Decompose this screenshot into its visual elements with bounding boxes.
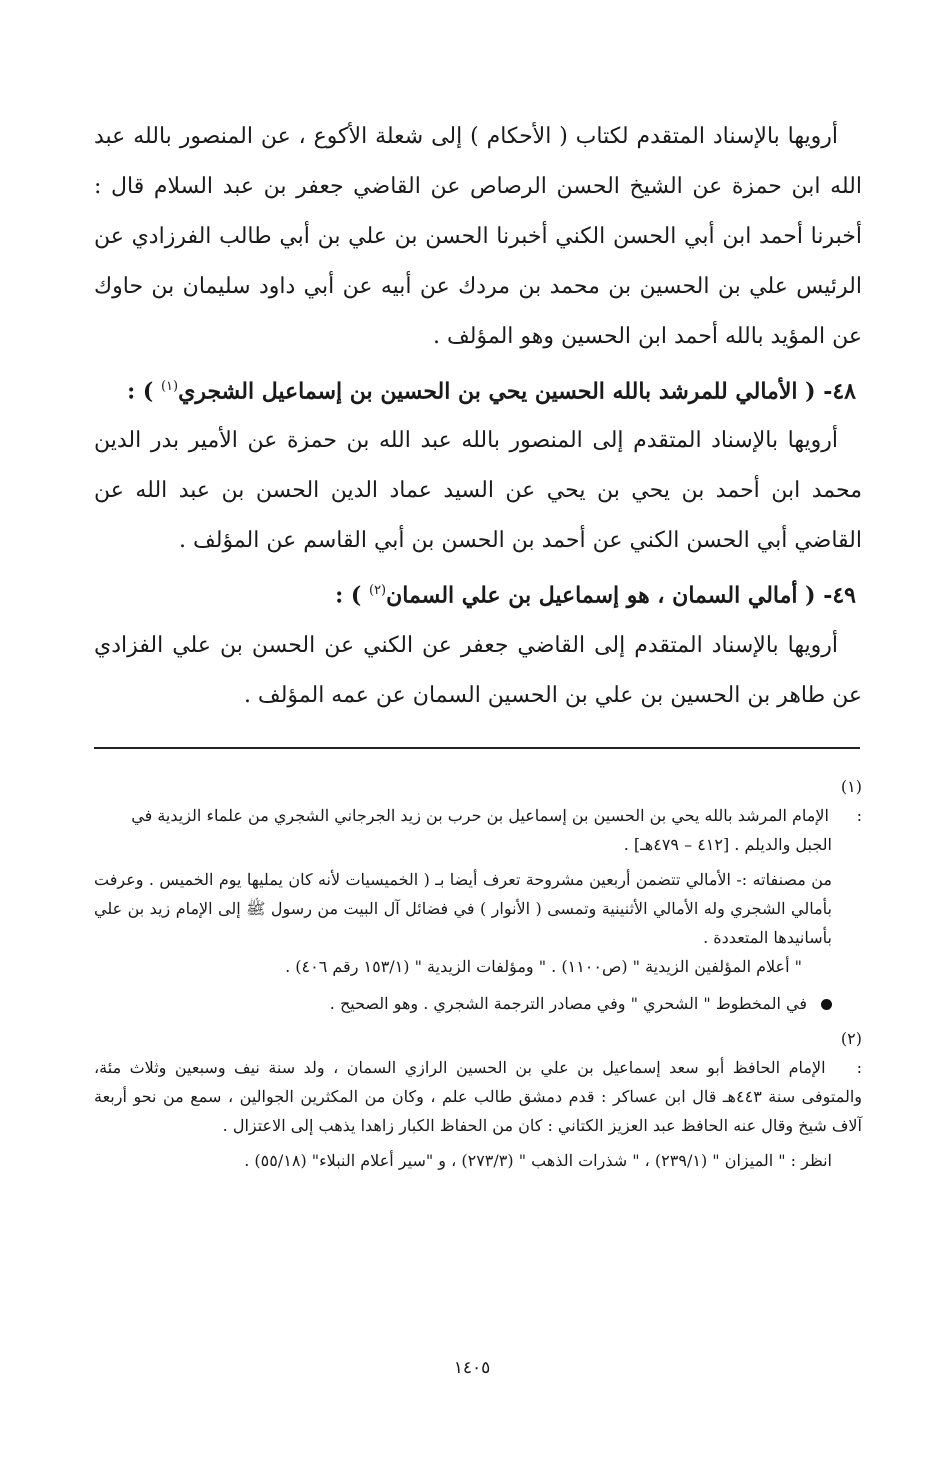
footnote-1-references: " أعلام المؤلفين الزيدية " (ص١١٠٠) . " ومؤلفات الزيدية " (١٥٣/١ رقم ٤٠٦) . (285, 957, 802, 976)
heading-entry-48 (94, 362, 862, 416)
footnote-1 (94, 772, 862, 830)
page-number: ١٤٠٥ (453, 1358, 491, 1378)
footnote-divider (94, 747, 860, 749)
footnotes-section (94, 772, 862, 1175)
footnote-1-text: الإمام المرشد بالله يحي بن الحسين بن إسماعيل بن حرب بن زيد الجرجاني الشجري من علماء الزيدية في (131, 806, 829, 825)
footnote-ref-1[interactable]: (١) (160, 379, 179, 394)
manuscript-note-text: في المخطوط " الشحري " وفي مصادر الترجمة الشجري . وهو الصحيح . (329, 994, 807, 1013)
heading-48-title: الأمالي للمرشد بالله الحسين يحي بن الحسين بن إسماعيل الشجري (178, 378, 798, 405)
heading-48-prefix: ٤٨- ( (797, 378, 856, 405)
footnote-2-references: انظر : " الميزان " (٢٣٩/١) ، " شذرات الذهب " (٢٧٣/٣) ، و "سير أعلام النبلاء" (٥٥/١٨) . (244, 1151, 832, 1170)
footnote-1-dates: الجبل والديلم . [٤١٢ – ٤٧٩هـ] . (623, 835, 832, 854)
main-text (94, 112, 862, 721)
heading-48-suffix: ) : (127, 378, 161, 405)
footnote-1-manuscript-note (94, 989, 862, 1018)
footnote-ref-2[interactable]: (٢) (368, 583, 387, 599)
paragraph-chain-48: أرويها بالإسناد المتقدم إلى المنصور بالله عبد الله بن حمزة عن الأمير بدر الدين محمد ابن أحمد بن يحي بن يحي عن السيد عماد الدين الحسن بن عبد الله عن القاضي أبي الحسن الكني عن أحمد بن الحسن بن أبي القاسم عن المؤلف . (94, 428, 862, 554)
bullet-icon (821, 999, 832, 1010)
footnote-1-number: (١) : (840, 777, 862, 825)
heading-49-suffix: ) : (335, 582, 369, 609)
paragraph-chain-47: أرويها بالإسناد المتقدم لكتاب ( الأحكام ) إلى شعلة الأكوع ، عن المنصور بالله عبد الله ابن حمزة عن الشيخ الحسن الرصاص عن القاضي جعفر بن عبد السلام قال : أخبرنا أحمد ابن أبي الحسن الكني أخبرنا الحسن بن علي بن أبي طالب الفرزادي عن الرئيس علي بن الحسين بن محمد بن مردك عن أبيه عن أبي داود سليمان بن حاوك عن المؤيد بالله أحمد ابن الحسين وهو المؤلف . (94, 124, 862, 349)
footnote-2-text: الإمام الحافظ أبو سعد إسماعيل بن علي بن الحسين الرازي السمان ، ولد سنة نيف وسبعين وثلاث مئة، والمتوفى سنة ٤٤٣هـ قال ابن عساكر : قدم دمشق طالب علم ، وكان من المكثرين الجوالين ، سمع من نحو أربعة آلاف شيخ وقال عنه الحافظ عبد العزيز الكتاني : كان من الحفاظ الكبار زاهدا يذهب إلى الاعتزال . (94, 1058, 862, 1135)
footnote-2 (94, 1024, 862, 1140)
heading-49-title: أمالي السمان ، هو إسماعيل بن علي السمان (386, 582, 798, 609)
heading-entry-49 (94, 566, 862, 620)
paragraph-chain-49: أرويها بالإسناد المتقدم إلى القاضي جعفر عن الكني عن الحسن بن علي الفزادي عن طاهر بن الحسين بن علي بن الحسين السمان عن عمه المؤلف . (94, 632, 862, 708)
heading-49-prefix: ٤٩- ( (797, 582, 856, 609)
footnote-1-works: من مصنفاته :- الأمالي تتضمن أربعين مشروحة تعرف أيضا بـ ( الخميسيات لأنه كان يمليها يوم الخميس . وعرفت بأمالي الشجري وله الأمالي الأثنينية وتمسى ( الأنوار ) في فضائل آل البيت من رسول ﷺ إلى الإمام زيد بن علي بأسانيدها المتعددة . (94, 870, 832, 947)
footnote-2-number: (٢) : (840, 1029, 862, 1077)
